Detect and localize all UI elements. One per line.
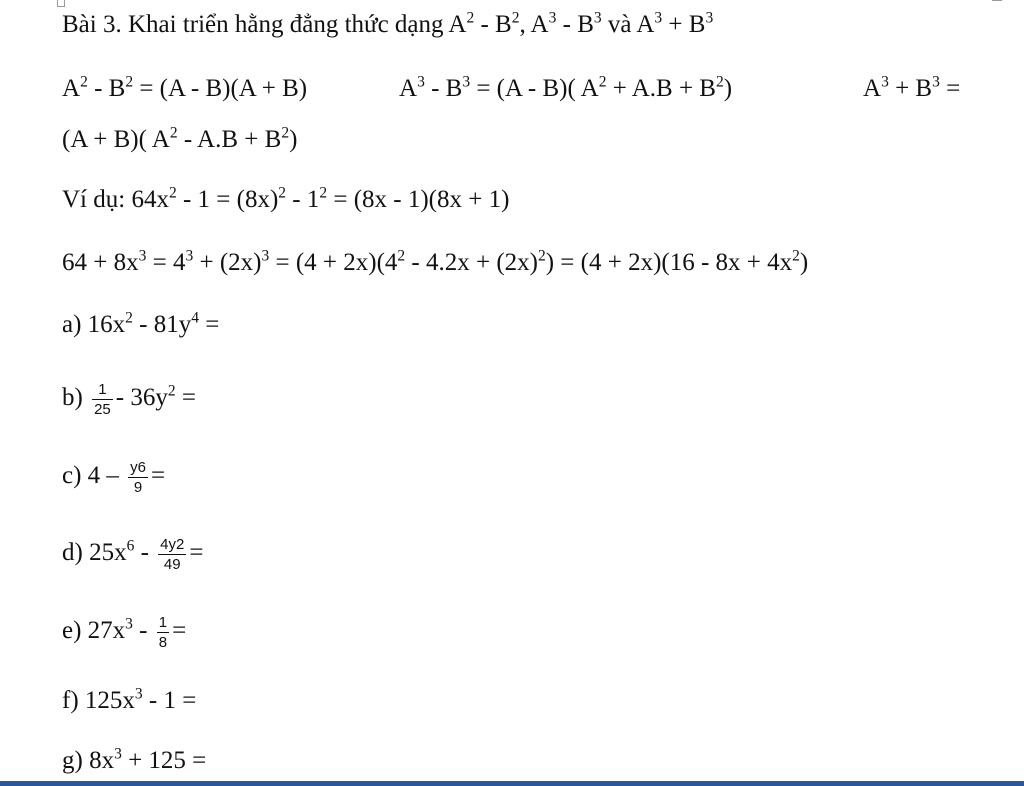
window-bottom-bar	[0, 781, 1024, 786]
identity-formula-2: $A^3 - B^3 = (A - B)$( $A^2 + A.B + B^2$)	[399, 73, 733, 102]
identity-formula-1: $A^2 - B^2 = (A - B)(A + B)$	[62, 73, 308, 102]
margin-marker-icon	[992, 0, 1002, 1]
fraction: $\frac{1}{25}$	[94, 381, 111, 418]
exercise-title: Bài 3. Khai triển hằng đẳng thức dạng $A^2 - B^2$, $A^3 - B^3$ và $A^3 + B^3$	[62, 9, 714, 38]
identity-formula-3-continued: (A + B)( $A^2 - A.B + B^2$)	[62, 124, 298, 153]
exercise-f: f) $125x^3 - 1$ =	[62, 685, 197, 714]
fraction: $\frac{y6}{9}$	[130, 459, 147, 496]
exercise-g: g) $8x^3 + 125$ =	[62, 745, 207, 774]
example-1: Ví dụ: $64x^2 - 1 = (8x)^2 - 1^2 = (8x - 1)(8x + 1)$	[62, 184, 510, 213]
exercise-b: b) $\frac{1}{25}$ - $36y^2$ =	[62, 381, 196, 418]
identity-formula-3: $A^3 + B^3$ =	[863, 73, 961, 102]
exercise-c: c) 4 – $\frac{y6}{9}$ =	[62, 459, 166, 496]
fraction: $\frac{1}{8}$	[158, 614, 168, 651]
paragraph-anchor-icon	[57, 0, 65, 7]
fraction: $\frac{4y2}{49}$	[160, 536, 185, 573]
example-2: $64 + 8x^3 = 4^3 + (2x)^3 = (4 + 2x)(4^2 - 4.2x + (2x)^2) = (4 + 2x)(16 - 8x + 4x^2)$	[62, 247, 809, 276]
exercise-d: d) $25x^6$ - $\frac{4y2}{49}$ =	[62, 536, 204, 573]
exercise-a: a) $16x^2 - 81y^4$ =	[62, 309, 220, 338]
exercise-e: e) $27x^3$ - $\frac{1}{8}$ =	[62, 614, 187, 651]
